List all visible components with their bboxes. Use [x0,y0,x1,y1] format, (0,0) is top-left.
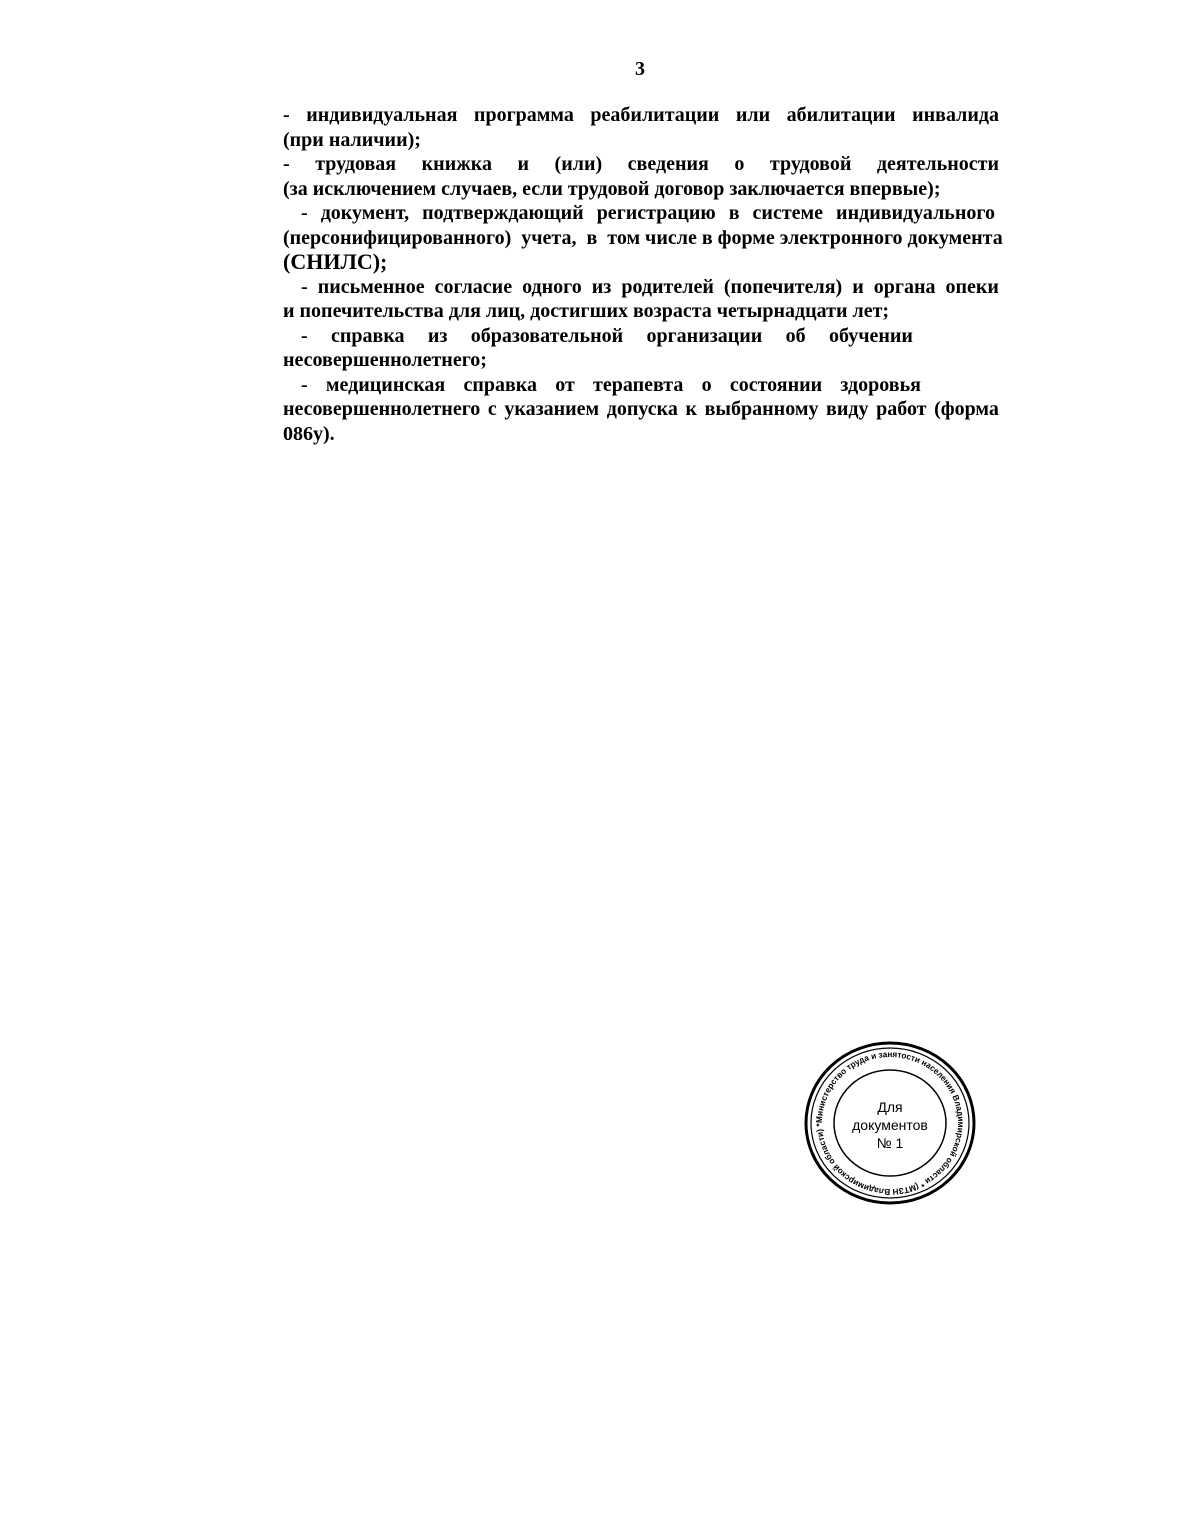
word: индивидуальная [306,104,458,126]
paragraph-5-line-2: несовершеннолетнего; [283,349,487,371]
word: документ, [320,202,410,224]
word: указанием [504,398,600,420]
paragraph-1-line-2: (при наличии); [283,128,421,151]
word: родителей [621,275,714,298]
paragraph-4-line-1 [301,275,999,300]
paragraph-2-line-2: (за исключением случаев, если трудовой договор заключается впервые); [283,177,941,200]
word: образовательной [470,324,624,347]
word: о [734,153,745,175]
word: реабилитации [590,104,720,126]
word: терапевта [593,373,684,396]
paragraph-6-line-2 [283,397,999,422]
word: регистрацию [596,202,716,224]
paragraph-5-line-1 [301,324,913,349]
word: и [852,275,864,298]
word: выбранному [704,398,819,420]
word: допуска [606,398,678,420]
word: книжка [421,153,492,175]
word: справка [463,373,538,396]
word: организации [646,324,763,347]
stamp-ring-textpath: Министерство труда и занятости населения Владимирской области * (МТЗН Владимирской области) * [813,1048,967,1198]
word: несовершеннолетнего [283,398,481,420]
bullet-dash: - [301,275,308,298]
page-number: 3 [635,58,645,80]
word: обучении [828,324,913,347]
word: справка [331,324,405,347]
bullet-dash: - [283,104,290,126]
stamp-center-line-2: документов [852,1117,928,1133]
word: сведения [627,153,709,175]
word: состоянии [729,373,823,396]
bullet-dash: - [301,324,308,347]
paragraph-3-line-2: (персонифицированного) учета, в том числе в форме электронного документа [283,226,1003,249]
paragraph-6-line-1 [301,373,921,398]
word: из [591,275,612,298]
paragraph-4-line-2: и попечительства для лиц, достигших возраста четырнадцати лет; [283,300,890,322]
word: и [517,153,530,175]
word: инвалида [912,104,999,126]
stamp-center-line-1: Для [877,1099,903,1115]
word: индивидуального [836,202,995,224]
word: в [728,202,740,224]
word: трудовой [769,153,852,175]
word: опеки [945,275,999,298]
bullet-dash: - [283,153,290,175]
paragraph-1-line-1 [283,103,999,128]
word: виду [826,398,869,420]
paragraph-2-line-1 [283,152,999,177]
word: медицинская [325,373,446,396]
word: системе [752,202,824,224]
paragraph-3-line-1 [301,201,995,226]
stamp-center-line-3: № 1 [876,1135,904,1151]
word: трудовая [315,153,397,175]
word: подтверждающий [422,202,584,224]
word: письменное [317,275,425,298]
document-body [283,103,1003,446]
word: (или) [554,153,603,175]
word: работ [876,398,927,420]
official-stamp [804,1040,976,1206]
word: здоровья [840,373,921,396]
paragraph-3-line-3: (СНИЛС); [283,249,388,274]
stamp-seal-icon [804,1040,976,1206]
word: одного [522,275,582,298]
word: или [735,104,771,126]
word: о [701,373,712,396]
bullet-dash: - [301,202,308,224]
word: программа [473,104,574,126]
word: от [555,373,575,396]
word: к [685,398,698,420]
bullet-dash: - [301,373,308,396]
word: из [427,324,448,347]
paragraph-6-line-3: 086у). [283,422,335,445]
word: органа [873,275,936,298]
word: абилитации [786,104,896,126]
word: согласие [434,275,513,298]
word: деятельности [876,153,999,175]
word: (попечителя) [723,275,843,298]
word: с [487,398,497,420]
word: об [785,324,806,347]
word: (форма [934,398,999,420]
